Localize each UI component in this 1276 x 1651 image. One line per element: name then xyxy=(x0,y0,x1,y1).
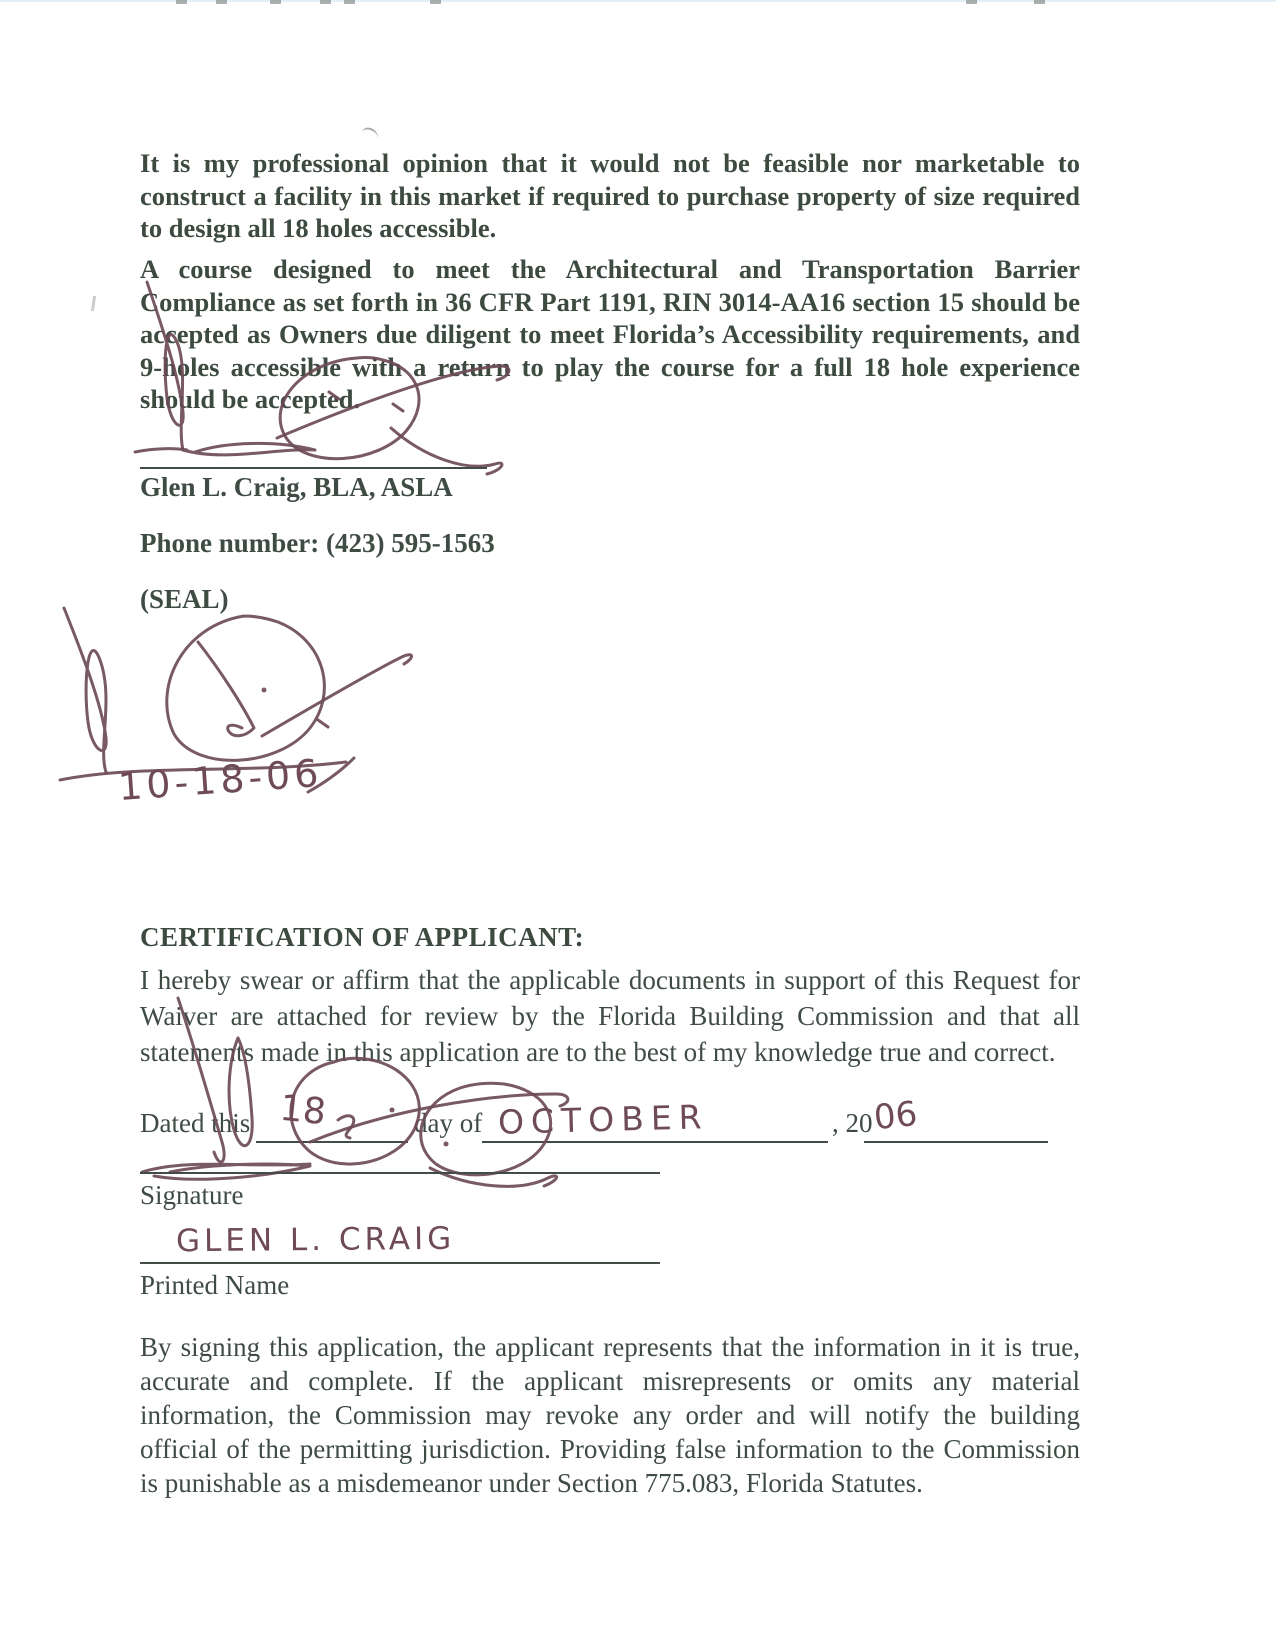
dated-this-label: Dated this xyxy=(140,1108,251,1138)
handwritten-seal-date: 10-18-06 xyxy=(116,750,324,810)
handwritten-year: 06 xyxy=(872,1093,920,1139)
scan-artifact xyxy=(216,0,227,4)
scan-artifact xyxy=(344,0,355,4)
applicant-signature-line xyxy=(140,1172,660,1174)
scan-artifact xyxy=(430,0,441,4)
scan-artifact xyxy=(320,0,331,4)
printed-name-label: Printed Name xyxy=(140,1270,290,1300)
course-design-paragraph: A course designed to meet the Architectural and Transportation Barrier Compliance as set forth in 36 CFR Part 1191, RIN 3014-AA16 section 15 should be accepted as Owners due diligent to meet Florida’s Accessibility requirements, and 9-holes accessible with a return to play the course for a full 18 hole experience should be accepted. xyxy=(140,254,1080,414)
year-blank-line xyxy=(864,1141,1048,1143)
applicant-signature-ink xyxy=(128,990,598,1200)
printed-name-line xyxy=(140,1262,660,1264)
professional-signature-ink xyxy=(125,276,520,491)
certification-heading: CERTIFICATION OF APPLICANT: xyxy=(140,922,585,952)
phone-number-line: Phone number: (423) 595-1563 xyxy=(140,528,495,558)
scan-artifact xyxy=(361,126,380,139)
opinion-paragraph: It is my professional opinion that it would not be feasible nor marketable to construct a facility in this market if required to purchase property of size required to design all 18 holes accessible. xyxy=(140,148,1080,243)
year-prefix-label: , 20 xyxy=(832,1108,873,1138)
scan-edge-line xyxy=(0,0,1276,2)
scan-artifact xyxy=(966,0,977,4)
handwritten-printed-name: GLEN L. CRAIG xyxy=(175,1220,456,1260)
scan-artifact xyxy=(1034,0,1045,4)
legal-notice-paragraph: By signing this application, the applicant represents that the information in it is true, accurate and complete. If the applicant misrepresents or omits any material information, the Commission may revoke any order and will notify the building official of the permitting jurisdiction. Providing false information to the Commission is punishable as a misdemeanor under Section 775.083, Florida Statutes. xyxy=(140,1332,1080,1498)
handwritten-day: 18 xyxy=(277,1087,328,1134)
signature-label: Signature xyxy=(140,1180,244,1210)
scan-artifact xyxy=(270,0,281,4)
certification-body: I hereby swear or affirm that the applicable documents in support of this Request for Waiver are attached for review by the Florida Building Commission and that all statements made in this application are to the best of my knowledge true and correct. xyxy=(140,965,1080,1067)
professional-name: Glen L. Craig, BLA, ASLA xyxy=(140,472,453,502)
day-of-label: day of xyxy=(414,1108,483,1138)
professional-signature-line xyxy=(140,467,487,469)
scan-artifact xyxy=(176,0,187,4)
handwritten-month: OCTOBER xyxy=(497,1097,710,1142)
scan-artifact xyxy=(91,296,96,311)
seal-label: (SEAL) xyxy=(140,584,229,614)
